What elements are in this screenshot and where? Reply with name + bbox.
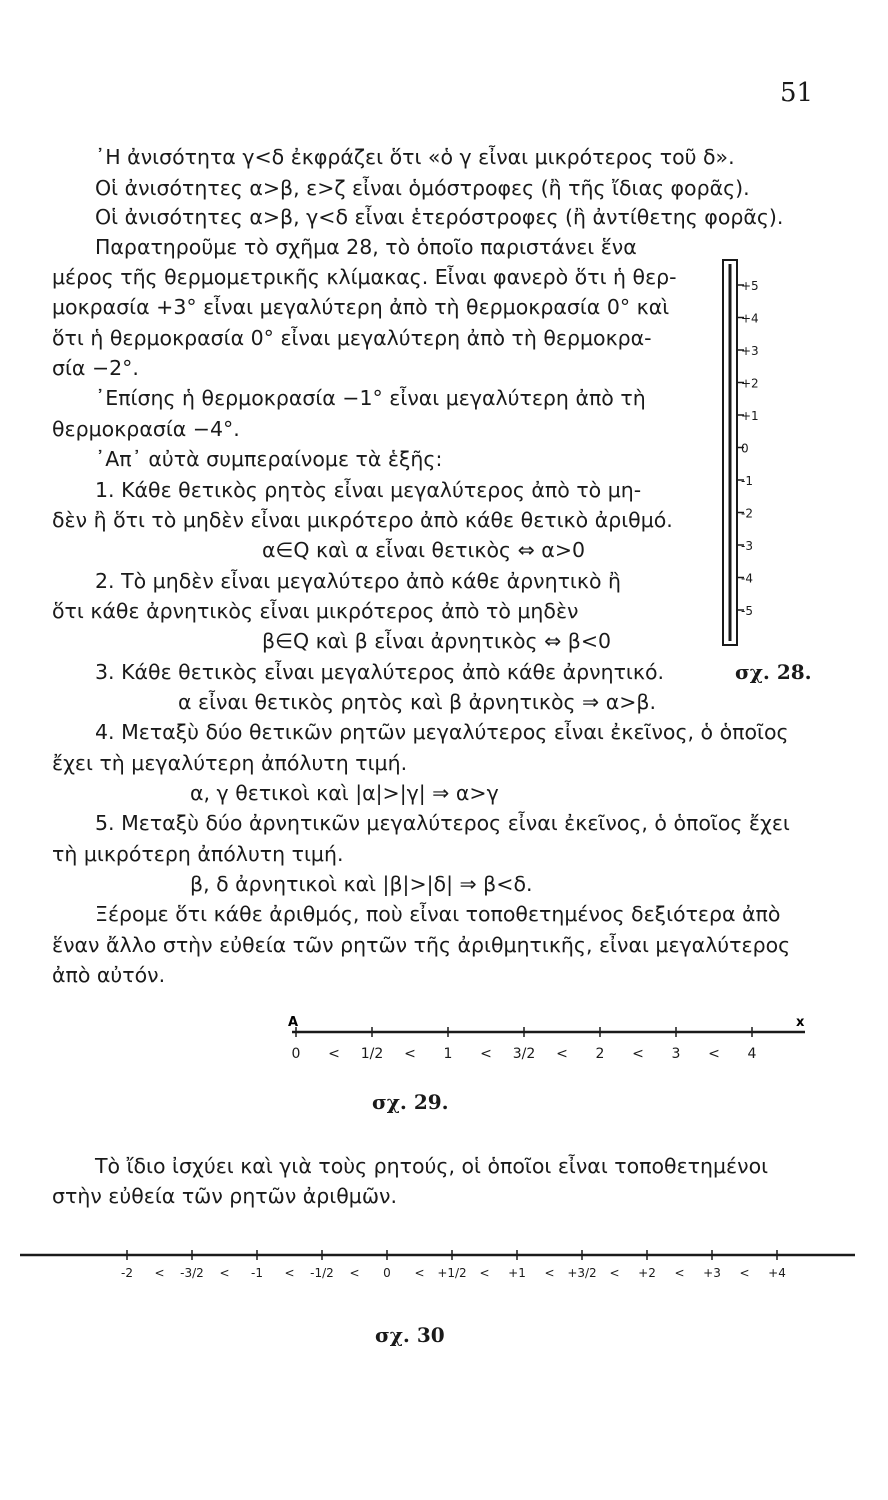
thermometer-label: -2 (741, 506, 753, 521)
text-line: στὴν εὐθεία τῶν ρητῶν ἀριθμῶν. (52, 1184, 397, 1208)
text-line: δὲν ἢ ὅτι τὸ μηδὲν εἶναι μικρότερο ἀπὸ κάθε θετικὸ ἀριθμό. (52, 508, 673, 532)
thermometer-label: -3 (741, 539, 753, 553)
formula-line: α∈Q καὶ α εἶναι θετικὸς ⇔ α>0 (262, 538, 586, 562)
text-line: ᾿Η ἀνισότητα γ<δ ἐκφράζει ὅτι «ὁ γ εἶναι μικρότερος τοῦ δ». (95, 145, 735, 169)
text-line: Παρατηροῦμε τὸ σχῆμα 28, τὸ ὁποῖο παριστάνει ἕνα (95, 235, 637, 259)
text-line: 4. Μεταξὺ δύο θετικῶν ρητῶν μεγαλύτερος εἶναι ἐκεῖνος, ὁ ὁποῖος (95, 720, 789, 744)
figure-30-caption: σχ. 30 (375, 1323, 445, 1347)
thermometer-label: -5 (741, 604, 753, 618)
formula-line: α, γ θετικοὶ καὶ |α|>|γ| ⇒ α>γ (190, 781, 499, 805)
number-line-label: 3/2 (512, 1046, 536, 1062)
text-line: σία −2°. (52, 356, 139, 380)
number-line-label: 2 (595, 1046, 605, 1062)
less-than-symbol: < (739, 1266, 750, 1280)
number-line-label: +1 (508, 1266, 526, 1280)
less-than-symbol: < (154, 1266, 165, 1280)
number-line-label: -3/2 (180, 1266, 204, 1280)
number-line-label: 3 (671, 1046, 681, 1062)
number-line-fig29 (280, 1010, 820, 1080)
thermometer-scale (700, 250, 810, 650)
number-line-label: 4 (747, 1046, 757, 1062)
less-than-symbol: < (632, 1046, 644, 1062)
text-line: 5. Μεταξὺ δύο ἀρνητικῶν μεγαλύτερος εἶναι ἐκεῖνος, ὁ ὁποῖος ἔχει (95, 811, 790, 835)
less-than-symbol: < (556, 1046, 568, 1062)
number-line-label: -1/2 (310, 1266, 334, 1280)
thermometer-label: +5 (741, 279, 759, 293)
less-than-symbol: < (609, 1266, 620, 1280)
figure-28-caption: σχ. 28. (735, 660, 812, 684)
number-line-label: 0 (383, 1266, 391, 1280)
text-line: ᾿Απ᾿ αὐτὰ συμπεραίνομε τὰ ἑξῆς: (95, 447, 443, 471)
number-line-label: +2 (638, 1266, 656, 1280)
text-line: τὴ μικρότερη ἀπόλυτη τιμή. (52, 842, 344, 866)
number-line-label: +4 (768, 1266, 786, 1280)
thermometer-label: +1 (741, 409, 759, 423)
text-line: ἀπὸ αὐτόν. (52, 963, 166, 987)
text-line: μέρος τῆς θερμομετρικῆς κλίμακας. Εἶναι φανερὸ ὅτι ἡ θερ- (52, 265, 677, 289)
text-line: ἔχει τὴ μεγαλύτερη ἀπόλυτη τιμή. (52, 751, 408, 775)
text-line: Τὸ ἴδιο ἰσχύει καὶ γιὰ τοὺς ρητούς, οἱ ὁποῖοι εἶναι τοποθετημένοι (95, 1154, 769, 1178)
less-than-symbol: < (349, 1266, 360, 1280)
text-line: Οἱ ἀνισότητες α>β, γ<δ εἶναι ἑτερόστροφες (ἢ ἀντίθετης φορᾶς). (95, 205, 784, 229)
axis-end-label: x (796, 1015, 805, 1030)
thermometer-label: -1 (741, 474, 753, 488)
number-line-label: 1 (443, 1046, 453, 1062)
text-line: 1. Κάθε θετικὸς ρητὸς εἶναι μεγαλύτερος ἀπὸ τὸ μη- (95, 478, 642, 502)
thermometer-label: -4 (741, 571, 753, 586)
formula-line: α εἶναι θετικὸς ρητὸς καὶ β ἀρνητικὸς ⇒ α>β. (178, 690, 657, 714)
page-number: 51 (780, 78, 814, 108)
formula-line: β∈Q καὶ β εἶναι ἀρνητικὸς ⇔ β<0 (262, 629, 612, 653)
number-line-label: +3/2 (567, 1266, 597, 1280)
text-line: Ξέρομε ὅτι κάθε ἀριθμός, ποὺ εἶναι τοποθετημένος δεξιότερα ἀπὸ (95, 902, 781, 926)
less-than-symbol: < (708, 1046, 720, 1062)
text-line: ᾿Επίσης ἡ θερμοκρασία −1° εἶναι μεγαλύτερη ἀπὸ τὴ (95, 386, 646, 410)
less-than-symbol: < (328, 1046, 340, 1062)
less-than-symbol: < (404, 1046, 416, 1062)
text-line: θερμοκρασία −4°. (52, 417, 240, 441)
text-line: μοκρασία +3° εἶναι μεγαλύτερη ἀπὸ τὴ θερμοκρασία 0° καὶ (52, 295, 670, 319)
thermometer-label: 0 (741, 441, 749, 456)
text-line: ἕναν ἄλλο στὴν εὐθεία τῶν ρητῶν τῆς ἀριθμητικῆς, εἶναι μεγαλύτερος (52, 933, 791, 957)
formula-line: β, δ ἀρνητικοὶ καὶ |β|>|δ| ⇒ β<δ. (190, 872, 533, 896)
number-line-label: +1/2 (437, 1266, 467, 1280)
less-than-symbol: < (284, 1266, 295, 1280)
number-line-label: +3 (703, 1266, 721, 1280)
number-line-label: 1/2 (360, 1046, 384, 1062)
figure-29-caption: σχ. 29. (372, 1090, 449, 1114)
less-than-symbol: < (544, 1266, 555, 1280)
thermometer-label: +4 (741, 311, 759, 326)
text-line: ὅτι κάθε ἀρνητικὸς εἶναι μικρότερος ἀπὸ τὸ μηδὲν (52, 599, 579, 623)
less-than-symbol: < (414, 1266, 425, 1280)
thermometer-label: +2 (741, 376, 759, 391)
text-line: Οἱ ἀνισότητες α>β, ε>ζ εἶναι ὁμόστροφες (ἢ τῆς ἴδιας φορᾶς). (95, 176, 750, 200)
axis-origin-label: A (288, 1015, 299, 1030)
less-than-symbol: < (479, 1266, 490, 1280)
number-line-label: -2 (121, 1266, 133, 1280)
less-than-symbol: < (480, 1046, 492, 1062)
less-than-symbol: < (219, 1266, 230, 1280)
text-line: 2. Τὸ μηδὲν εἶναι μεγαλύτερο ἀπὸ κάθε ἀρνητικὸ ἢ (95, 569, 622, 593)
text-line: ὅτι ἡ θερμοκρασία 0° εἶναι μεγαλύτερη ἀπὸ τὴ θερμοκρα- (52, 326, 652, 350)
number-line-label: 0 (291, 1046, 301, 1062)
number-line-fig30 (15, 1235, 860, 1295)
text-line: 3. Κάθε θετικὸς εἶναι μεγαλύτερος ἀπὸ κάθε ἀρνητικό. (95, 660, 665, 684)
less-than-symbol: < (674, 1266, 685, 1280)
number-line-label: -1 (251, 1266, 263, 1280)
thermometer-label: +3 (741, 344, 759, 358)
